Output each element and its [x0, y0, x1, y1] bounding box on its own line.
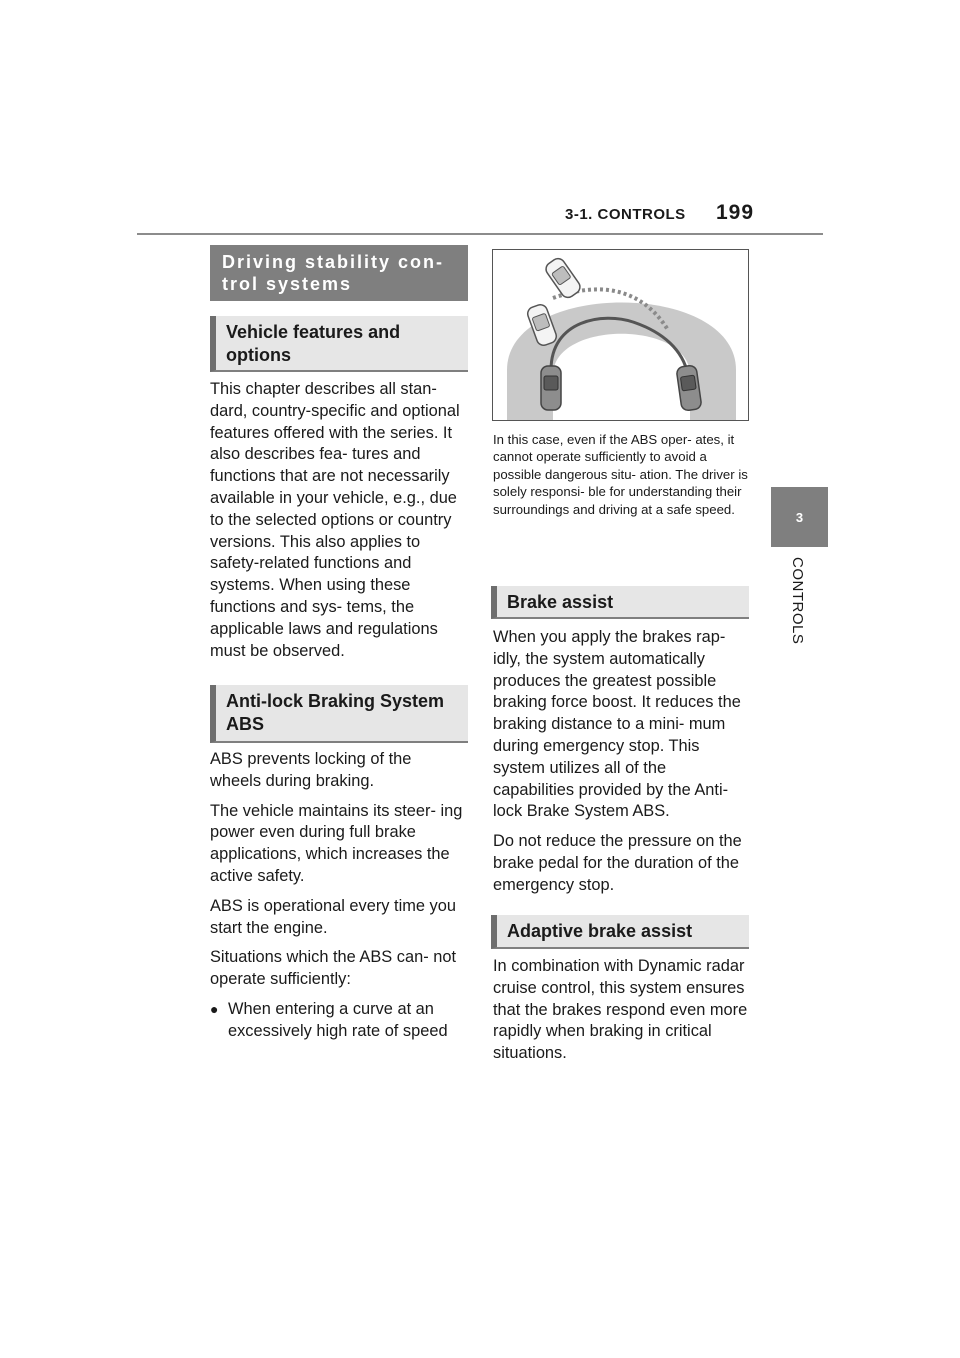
car-icon-left [541, 366, 561, 410]
heading-vehicle-features: Vehicle features and options [210, 316, 468, 372]
heading-adaptive-brake-assist: Adaptive brake assist [491, 915, 749, 949]
bullet-icon: ● [210, 1000, 219, 1017]
page-number: 199 [716, 201, 755, 224]
curve-illustration [492, 249, 749, 421]
abs-paragraph-3: ABS is operational every time you start the engine. [210, 896, 456, 937]
heading-brake-assist: Brake assist [491, 586, 749, 619]
brake-assist-text [493, 627, 749, 905]
brake-assist-paragraph-1: When you apply the brakes rap- idly, the system automatically produces the greatest possible braking force boost. It reduces the braking distance to a mini- mum during emergency stop. This system utilizes all of the capabilities provided by the Anti- lock Brake System ABS. [493, 628, 741, 821]
curve-road-graphic [493, 250, 749, 421]
abs-paragraph-4: Situations which the ABS can- not operate sufficiently: [210, 948, 457, 989]
illustration-caption: In this case, even if the ABS oper- ates, it cannot operate sufficiently to avoid a possible dangerous situ- ation. The driver is solely responsi- ble for understanding their surroundings and driving at a safe speed. [493, 432, 748, 517]
chapter-tab-number: 3 [771, 487, 828, 547]
header-divider [137, 233, 823, 235]
abs-bullet-item [210, 999, 466, 1043]
abs-text [210, 749, 466, 1043]
chapter-title: Driving stability con- trol systems [210, 245, 468, 301]
adaptive-brake-assist-text [493, 956, 749, 1073]
abs-bullet-text: When entering a curve at an excessively high rate of speed [228, 999, 448, 1040]
brake-assist-paragraph-2: Do not reduce the pressure on the brake pedal for the duration of the emergency stop. [493, 832, 742, 894]
chapter-tab-label-text: CONTROLS [789, 557, 806, 645]
adaptive-brake-assist-paragraph-1: In combination with Dynamic radar cruise control, this system ensures that the brakes respond even more rapidly when braking in critical situations. [493, 957, 748, 1063]
vehicle-features-text [210, 379, 466, 670]
chapter-tab-label [768, 557, 828, 657]
abs-paragraph-1: ABS prevents locking of the wheels during braking. [210, 750, 412, 790]
vehicle-features-paragraph: This chapter describes all stan- dard, country-specific and optional features offered with the series. It also describes fea- tures and functions that are not necessarily available in your vehicle, e.g., due to the selected options or country versions. This also applies to safety-related functions and systems. When using these functions and sys- tems, the applicable laws and regulations must be observed. [210, 380, 460, 660]
section-title: 3-1. CONTROLS [565, 206, 686, 223]
abs-paragraph-2: The vehicle maintains its steer- ing power even during full brake applications, which increases the active safety. [210, 801, 463, 885]
heading-abs: Anti-lock Braking System ABS [210, 685, 468, 743]
